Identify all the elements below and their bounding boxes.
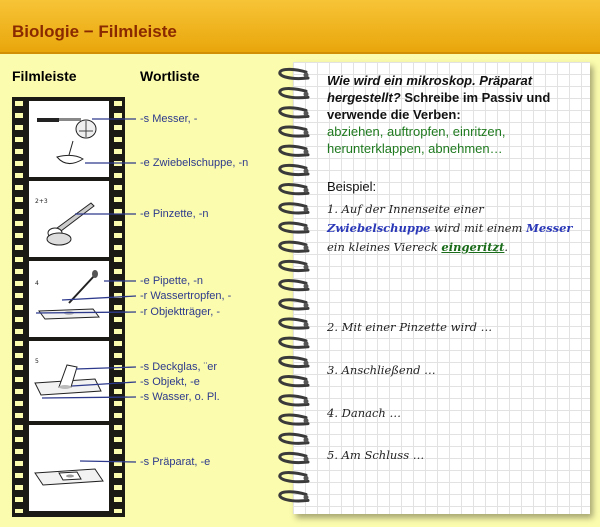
- task-question: Wie wird ein mikroskop. Präparat hergestellt?: [327, 73, 533, 105]
- wortliste-item: -s Wasser, o. Pl.: [140, 391, 220, 403]
- binding-hole: [304, 265, 309, 270]
- wortliste-item: -e Zwiebelschuppe, -n: [140, 157, 249, 169]
- example-text: ein kleines Viereck: [327, 240, 438, 254]
- example-sentence: [327, 200, 577, 257]
- wortliste-item: -s Objekt, -e: [140, 376, 200, 388]
- task-verbs: abziehen, auftropfen, einritzen, herunterklappen, abnehmen…: [327, 124, 506, 156]
- wortliste-item: -e Pinzette, -n: [140, 208, 209, 220]
- step-2: 2. Mit einer Pinzette wird …: [327, 320, 493, 334]
- frame-number: 4: [35, 280, 39, 287]
- example-text: wird mit einem: [433, 221, 523, 235]
- binding-hole: [304, 437, 309, 442]
- binding-hole: [304, 245, 309, 250]
- binding-hole: [304, 207, 309, 212]
- keyword-eingeritzt: eingeritzt: [441, 240, 505, 254]
- binding-hole: [304, 284, 309, 289]
- binding-hole: [304, 341, 309, 346]
- keyword-messer: Messer: [526, 221, 573, 235]
- wortliste-item: -e Pipette, -n: [140, 275, 203, 287]
- task-instruction: Schreibe im Passiv und verwende die Verben:: [327, 90, 551, 122]
- binding-hole: [304, 457, 309, 462]
- wortliste-item: -s Deckglas, ¨er: [140, 361, 218, 373]
- binding-hole: [304, 226, 309, 231]
- step-5: 5. Am Schluss …: [327, 448, 425, 462]
- filmleiste-heading: Filmleiste: [12, 68, 77, 84]
- binding-hole: [304, 188, 309, 193]
- binding-hole: [304, 418, 309, 423]
- example-label: Beispiel:: [327, 179, 377, 194]
- binding-hole: [304, 149, 309, 154]
- binding-hole: [304, 111, 309, 116]
- example-text: 1. Auf der Innenseite einer: [327, 202, 484, 216]
- binding-hole: [304, 169, 309, 174]
- binding-hole: [304, 92, 309, 97]
- binding-hole: [304, 399, 309, 404]
- frame-number: 2+3: [35, 198, 48, 205]
- wortliste-item: -s Messer, -: [140, 113, 198, 125]
- spiral-binding: [272, 66, 312, 512]
- wortliste-item: -s Präparat, -e: [140, 456, 211, 468]
- binding-hole: [304, 303, 309, 308]
- wortliste-item: -r Wassertropfen, -: [140, 290, 232, 302]
- step-3: 3. Anschließend …: [327, 363, 436, 377]
- binding-hole: [304, 361, 309, 366]
- task-prompt: [327, 72, 587, 157]
- binding-hole: [304, 130, 309, 135]
- example-text: .: [504, 240, 509, 254]
- frame-number: 5: [35, 358, 39, 365]
- binding-hole: [304, 73, 309, 78]
- wortliste-item: -r Objektträger, -: [140, 306, 221, 318]
- binding-hole: [304, 380, 309, 385]
- binding-hole: [304, 322, 309, 327]
- page-title: Biologie − Filmleiste: [12, 22, 177, 41]
- step-4: 4. Danach …: [327, 406, 401, 420]
- binding-hole: [304, 476, 309, 481]
- wortliste-heading: Wortliste: [140, 68, 200, 84]
- binding-hole: [304, 495, 309, 500]
- keyword-zwiebelschuppe: Zwiebelschuppe: [327, 221, 431, 235]
